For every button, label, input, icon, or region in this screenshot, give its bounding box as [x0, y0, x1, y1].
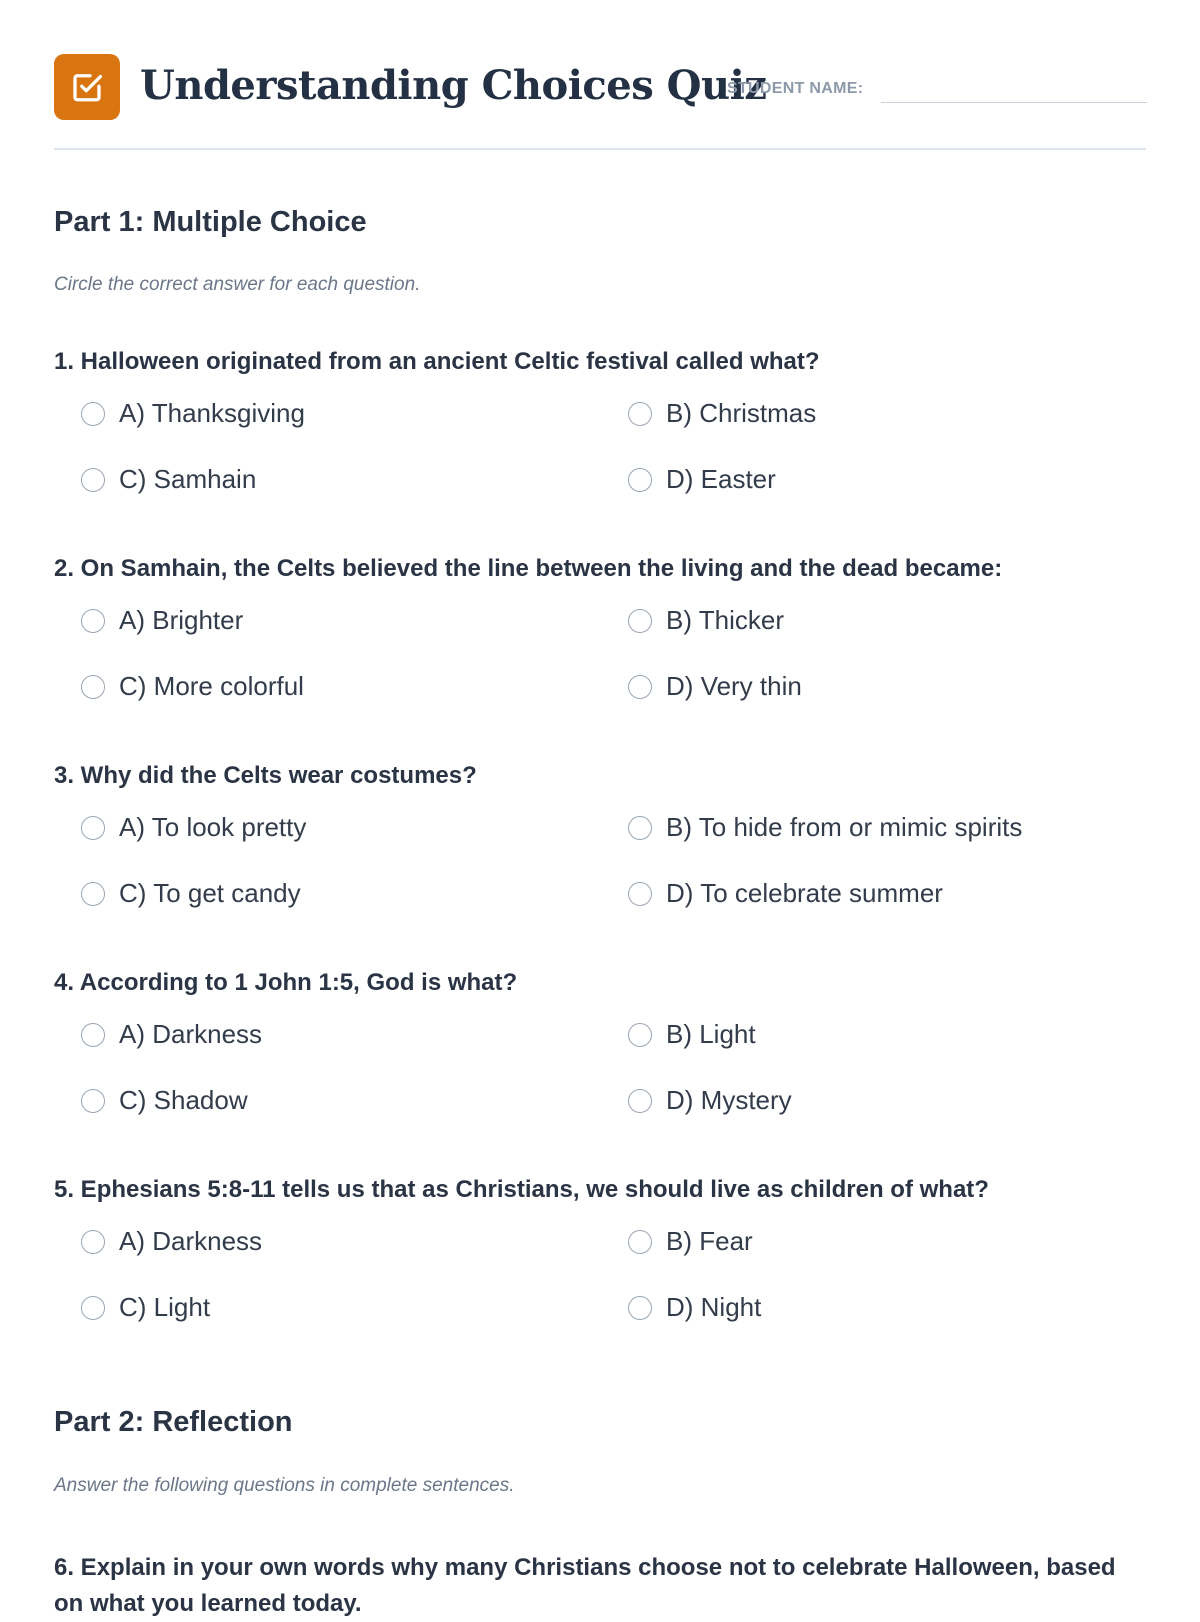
question-text: 3. Why did the Celts wear costumes? — [54, 762, 477, 789]
option-label: A) Darkness — [119, 1019, 263, 1049]
radio-circle-icon[interactable] — [628, 1230, 652, 1254]
option-label: C) Samhain — [119, 464, 257, 494]
question-2 — [54, 555, 1146, 701]
option-label: A) To look pretty — [119, 812, 307, 842]
option-a[interactable] — [81, 398, 305, 429]
option-d[interactable] — [628, 1085, 792, 1116]
option-label: C) More colorful — [119, 671, 304, 701]
option-b[interactable] — [628, 398, 816, 429]
option-d[interactable] — [628, 1292, 761, 1323]
option-d[interactable] — [628, 878, 943, 909]
radio-circle-icon[interactable] — [628, 402, 652, 426]
option-c[interactable] — [81, 671, 304, 702]
option-b[interactable] — [628, 605, 784, 636]
option-label: A) Thanksgiving — [119, 398, 305, 428]
radio-circle-icon[interactable] — [81, 1230, 105, 1254]
question-1 — [54, 348, 1146, 494]
part2-title: Part 2: Reflection — [54, 1406, 293, 1438]
option-c[interactable] — [81, 878, 301, 909]
radio-circle-icon[interactable] — [81, 402, 105, 426]
part2-instruction: Answer the following questions in complete sentences. — [54, 1475, 515, 1496]
option-a[interactable] — [81, 1226, 262, 1257]
option-label: B) To hide from or mimic spirits — [666, 812, 1023, 842]
question-3 — [54, 762, 1146, 908]
checkbox-icon — [54, 54, 120, 120]
option-label: B) Christmas — [666, 398, 817, 428]
option-label: A) Darkness — [119, 1226, 263, 1256]
radio-circle-icon[interactable] — [628, 1089, 652, 1113]
radio-circle-icon[interactable] — [81, 609, 105, 633]
option-label: A) Brighter — [119, 605, 244, 635]
option-c[interactable] — [81, 1292, 210, 1323]
radio-circle-icon[interactable] — [628, 1296, 652, 1320]
quiz-header — [54, 0, 1146, 150]
option-a[interactable] — [81, 1019, 262, 1050]
part1-instruction: Circle the correct answer for each question. — [54, 274, 421, 295]
question-text: 1. Halloween originated from an ancient Celtic festival called what? — [54, 348, 820, 375]
radio-circle-icon[interactable] — [628, 816, 652, 840]
radio-circle-icon[interactable] — [81, 816, 105, 840]
radio-circle-icon[interactable] — [628, 1023, 652, 1047]
student-name-label: STUDENT NAME: — [727, 80, 864, 97]
option-d[interactable] — [628, 464, 776, 495]
radio-circle-icon[interactable] — [81, 468, 105, 492]
option-b[interactable] — [628, 1226, 753, 1257]
option-label: C) To get candy — [119, 878, 301, 908]
question-4 — [54, 969, 1146, 1115]
option-label: D) To celebrate summer — [666, 878, 943, 908]
option-c[interactable] — [81, 1085, 248, 1116]
question-text: 4. According to 1 John 1:5, God is what? — [54, 969, 518, 996]
question-text: 5. Ephesians 5:8-11 tells us that as Christians, we should live as children of what? — [54, 1176, 989, 1203]
option-label: D) Easter — [666, 464, 776, 494]
radio-circle-icon[interactable] — [628, 882, 652, 906]
radio-circle-icon[interactable] — [628, 609, 652, 633]
question-text: 2. On Samhain, the Celts believed the line between the living and the dead became: — [54, 555, 1003, 582]
radio-circle-icon[interactable] — [81, 1296, 105, 1320]
option-label: C) Shadow — [119, 1085, 248, 1115]
option-a[interactable] — [81, 605, 243, 636]
option-b[interactable] — [628, 812, 1022, 843]
option-label: D) Mystery — [666, 1085, 792, 1115]
option-label: D) Night — [666, 1292, 762, 1322]
part1-title: Part 1: Multiple Choice — [54, 206, 367, 238]
radio-circle-icon[interactable] — [81, 675, 105, 699]
radio-circle-icon[interactable] — [81, 1089, 105, 1113]
option-a[interactable] — [81, 812, 306, 843]
student-name-field[interactable] — [881, 102, 1147, 103]
option-b[interactable] — [628, 1019, 756, 1050]
option-label: D) Very thin — [666, 671, 802, 701]
option-label: C) Light — [119, 1292, 211, 1322]
radio-circle-icon[interactable] — [81, 882, 105, 906]
page-title: Understanding Choices Quiz — [140, 62, 767, 109]
option-label: B) Light — [666, 1019, 756, 1049]
question-5 — [54, 1176, 1146, 1322]
option-label: B) Fear — [666, 1226, 753, 1256]
radio-circle-icon[interactable] — [628, 468, 652, 492]
question-6-text: 6. Explain in your own words why many Christians choose not to celebrate Halloween, based on what you learned today. — [54, 1554, 1116, 1617]
radio-circle-icon[interactable] — [628, 675, 652, 699]
option-label: B) Thicker — [666, 605, 784, 635]
radio-circle-icon[interactable] — [81, 1023, 105, 1047]
option-c[interactable] — [81, 464, 256, 495]
option-d[interactable] — [628, 671, 802, 702]
